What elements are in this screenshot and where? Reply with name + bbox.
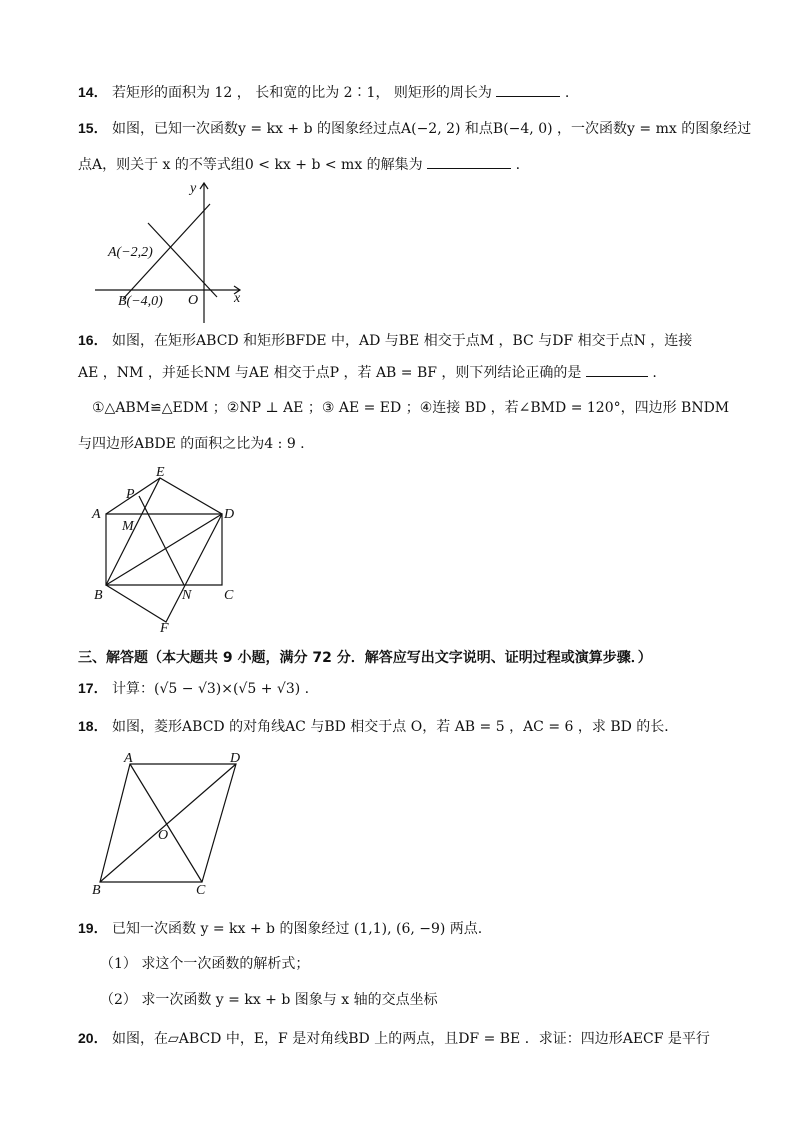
question-text: 已知一次函数 y = kx + b 的图象经过 (1,1), (6, −9) 两点. [112, 921, 483, 937]
q15-coordinate-figure [90, 178, 260, 323]
section-heading: 三、解答题（本大题共 9 小题，满分 72 分．解答应写出文字说明、证明过程或演算步骤．） [78, 650, 652, 666]
question-number: 16． [78, 332, 108, 348]
label-E: E [156, 465, 165, 480]
label-D: D [230, 751, 241, 766]
question-text: 点A，则关于 x 的不等式组0 < kx + b < mx 的解集为 [78, 157, 423, 173]
label-B: B [94, 588, 103, 603]
label-B: B [92, 883, 101, 898]
question-text: 计算：(√5 − √3)×(√5 + √3) . [112, 681, 310, 697]
label-A: A(−2,2) [108, 245, 153, 260]
question-15-line1 [78, 118, 751, 139]
question-19 [78, 918, 482, 939]
question-18 [78, 716, 678, 737]
label-A: A [92, 507, 101, 522]
q18-rhombus-figure [90, 748, 260, 898]
segment-NP [139, 496, 184, 585]
label-x: x [234, 291, 241, 306]
question-number: 20． [78, 1030, 108, 1046]
question-15-line2 [78, 154, 520, 175]
question-19-sub1: （1） 求这个一次函数的解析式； [100, 956, 310, 972]
label-C: C [196, 883, 206, 898]
question-16-line4 [78, 434, 305, 454]
question-text: 如图，在▱ABCD 中，E，F 是对角线BD 上的两点，且DF = BE ．求证：四边形AECF 是平行 [112, 1031, 710, 1047]
statements-cont: 与四边形ABDE 的面积之比为4 : 9 . [78, 436, 305, 452]
question-16-line1 [78, 330, 692, 351]
question-number: 19． [78, 920, 108, 936]
question-text: 如图，菱形ABCD 的对角线AC 与BD 相交于点 O，若 AB = 5 ，AC = 6 ，求 BD 的长． [112, 719, 679, 735]
label-O: O [188, 293, 199, 308]
label-D: D [224, 507, 235, 522]
question-20 [78, 1028, 710, 1049]
question-text: 如图，已知一次函数y = kx + b 的图象经过点A(−2, 2) 和点B(−4, 0) ，一次函数y = mx 的图象经过 [112, 121, 752, 137]
label-y: y [190, 181, 197, 196]
label-O: O [158, 828, 169, 843]
question-number: 17． [78, 680, 108, 696]
answer-blank[interactable] [427, 154, 511, 169]
diagonal-BD [100, 764, 236, 882]
statements: ①△ABM≌△EDM ；②NP ⊥ AE ；③ AE = ED ；④连接 BD ，若∠BMD = 120°，四边形 BNDM [92, 400, 730, 416]
question-17 [78, 678, 309, 699]
question-number: 18． [78, 718, 108, 734]
question-number: 14． [78, 84, 108, 100]
period: . [515, 157, 521, 173]
period: . [652, 365, 657, 381]
label-B: B(−4,0) [118, 294, 163, 309]
label-N: N [182, 588, 192, 603]
question-16-line2 [78, 362, 657, 383]
question-text: AE ，NM ，并延长NM 与AE 相交于点P ，若 AB = BF ，则下列结论正确的是 [78, 365, 582, 381]
q16-rectangle-figure [90, 466, 250, 651]
diagonal-AC [130, 764, 202, 882]
question-14 [78, 82, 569, 103]
question-16-line3 [92, 398, 729, 418]
label-P: P [126, 487, 135, 502]
label-F: F [160, 621, 169, 636]
question-19-sub2: （2） 求一次函数 y = kx + b 图象与 x 轴的交点坐标 [100, 992, 438, 1008]
period: . [564, 85, 570, 101]
label-M: M [122, 519, 134, 534]
answer-blank[interactable] [496, 82, 560, 97]
question-text: 如图，在矩形ABCD 和矩形BFDE 中，AD 与BE 相交于点M ，BC 与DF 相交于点N ，连接 [112, 333, 693, 349]
question-number: 15． [78, 120, 108, 136]
answer-blank[interactable] [586, 362, 648, 377]
label-C: C [224, 588, 234, 603]
question-text: 若矩形的面积为 12 ， 长和宽的比为 2∶1， 则矩形的周长为 [112, 85, 492, 101]
label-A: A [124, 751, 133, 766]
